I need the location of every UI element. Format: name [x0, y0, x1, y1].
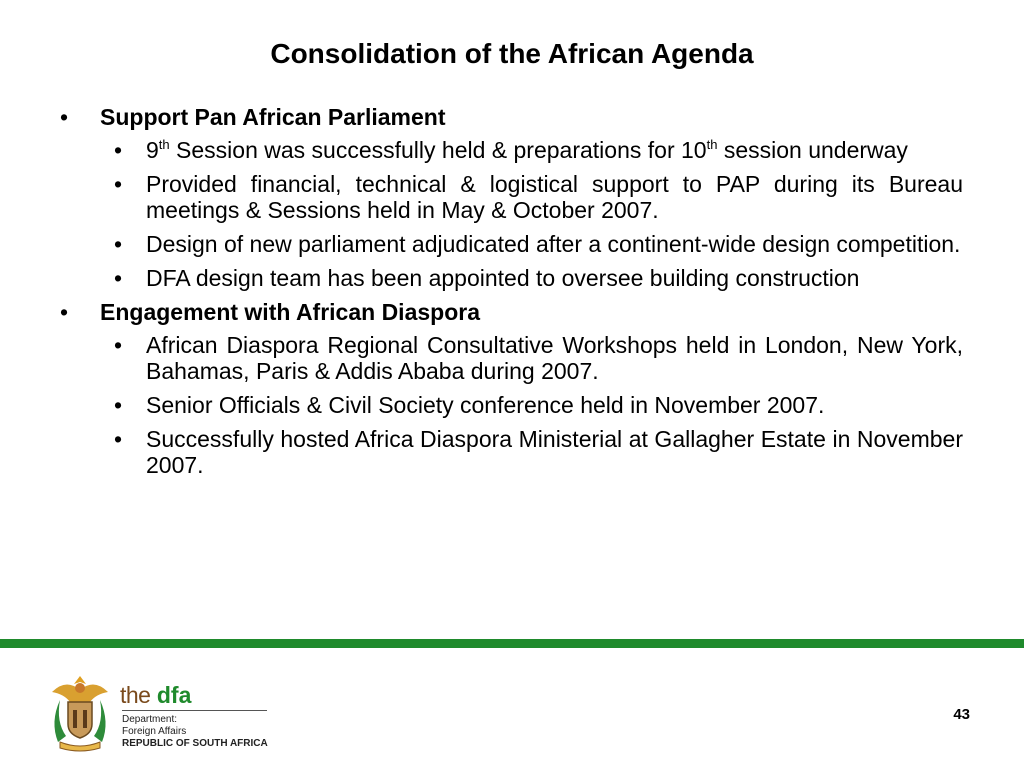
item-text: Design of new parliament adjudicated after a continent-wide design competition. [146, 231, 961, 257]
bullet-icon: • [114, 137, 123, 163]
brand-the: the [120, 682, 151, 708]
brand-dfa: dfa [156, 682, 192, 708]
footer-divider [0, 639, 1024, 648]
superscript: th [158, 137, 170, 152]
coat-of-arms-icon [46, 672, 114, 754]
item-text: African Diaspora Regional Consultative Workshops held in London, New York, Bahamas, Paris & Addis Ababa during 2007. [146, 332, 963, 384]
section-heading-text: Engagement with African Diaspora [100, 299, 480, 325]
item-text: DFA design team has been appointed to oversee building construction [146, 265, 860, 291]
item-text: Senior Officials & Civil Society conference held in November 2007. [146, 392, 825, 418]
dept-line-3: REPUBLIC OF SOUTH AFRICA [122, 738, 268, 749]
item-text: Provided financial, technical & logistical support to PAP during its Bureau meetings & Sessions held in May & October 2007. [146, 171, 963, 223]
item-text: Successfully hosted Africa Diaspora Ministerial at Gallagher Estate in November 2007. [146, 426, 963, 478]
section-heading [60, 299, 963, 326]
bullet-icon: • [114, 392, 123, 418]
dfa-brand-logo [120, 683, 191, 707]
bullet-icon: • [114, 332, 123, 358]
list-item [60, 231, 963, 257]
slide-title: Consolidation of the African Agenda [270, 38, 754, 69]
item-text: 9 [146, 137, 159, 163]
bullet-icon: • [114, 171, 123, 197]
dept-line-2: Foreign Affairs [122, 726, 187, 737]
list-item [60, 137, 963, 163]
bullet-icon: • [114, 426, 123, 452]
list-item [60, 332, 963, 384]
bullet-icon: • [114, 231, 123, 257]
superscript: th [706, 137, 718, 152]
item-text: Session was successfully held & preparations for 10 [169, 137, 707, 163]
dept-line-1: Department: [122, 714, 178, 725]
list-item [60, 171, 963, 223]
section-heading-text: Support Pan African Parliament [100, 104, 446, 130]
list-item [60, 392, 963, 418]
section-heading [60, 104, 963, 131]
list-item [60, 426, 963, 478]
bullet-icon: • [114, 265, 123, 291]
brand-underline [122, 710, 267, 711]
bullet-icon: • [60, 299, 69, 325]
slide-content [60, 104, 963, 486]
department-label [122, 714, 268, 750]
item-text: session underway [717, 137, 908, 163]
page-number: 43 [953, 706, 970, 723]
bullet-icon: • [60, 104, 69, 130]
list-item [60, 265, 963, 291]
